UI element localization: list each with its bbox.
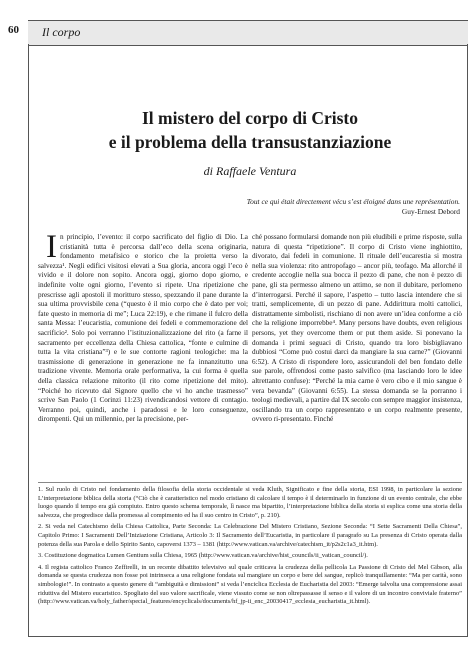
left-frame-rule — [28, 44, 29, 636]
page-number: 60 — [8, 24, 19, 36]
body-text-left: n principio, l’evento: il corpo sacrificato del figlio di Dio. La cristianità tutta è percorsa dall’eco della scena originaria, fondamento metafisico e storico che la proietta verso la salvezza¹. Negli edifici visitosi elevati a Sua gloria, ancora oggi l’eco è vivido e il dolore non sopito. Ancora oggi, giorno dopo giorno, e indefinite volte ogni giorno, l’evento si ripete. Una ripetizione che prescrisse agli apostoli il moritturo stesso, spezzando il pane durante la sua ultima provvisbile cena (“questo è il mio corpo che è dato per voi; fate questo in memoria di me”; Luca 22:19), e che rimane il fulcro della santa Messa: l’eucaristia, comunione dei fedeli e commemorazione del sacrificio². Solo poi verranno l’istituzionalizzazione del rito (a farne il sacramento per eccellenza della Chiesa cattolica, “fonte e culmine di tutta la vita cristiana”³) e le sue contorte ragioni teologiche: ma la trasmissione di generazione in generazione ne fa innanzitutto una tradizione vivente. Memoria orale performativa, la cui forma è quella della classica relazione mitorito (il rito come ripetizione del mito). “Poiché ho ricevuto dal Signore quello che vi ho anche trasmesso” scrive San Paolo (1 Corinzi 11:23) rivendicandosi vettore di contagio. Verranno poi, quindi, anche i paradossi e le loro conseguenze, dirompenti. Qui un millennio, per la precisione, per- — [38, 233, 248, 424]
footnote-4: 4. Il regista cattolico Franco Zeffirelli, in un recente dibattito televisivo sul quale criticava la crudezza della pellicola La Passione di Cristo del Mel Gibson, alla domanda se questa crudezza non fosse poi intrinseca a una religione fondata sul mangiare un corpo e bere del sangue, replicò tranquillamente: “Ma per carità, sono simbologie!”. In contrasto a questo genere di “ambiguità e dimissioni” si veda l’enciclica Ecclesia de Eucharistia del 2003: “Emerge talvolta una comprensione assai riduttiva del Mistero eucaristico. Spogliato del suo valore sacrificale, viene vissuto come se non oltrepassasse il senso e il valore di un incontro conviviale fraterno” (http://www.vatican.va/holy_father/special_features/encyclicals/documents/hf_jp-ii_enc_20030417_ecclesia_eucharistia_it.html). — [38, 563, 462, 606]
epigraph-source: Guy-Ernest Debord — [401, 207, 460, 216]
footnote-1: 1. Sul ruolo di Cristo nel fondamento della filosofia della storia occidentale si veda Kluth, Significato e fine della storia, ESI 1998, in particolare la sezione L’interpretazione biblica della storia (“Ciò che è caratteristico nel modo cristiano di calcolare il tempo è il determinarlo in funzione di un evento centrale, che ebbe luogo quando il tempo era già compiuto. Entro questo schema temporale, lì nasce ma bipartito, l’interpretazione biblica della storia si esplica come una storia della salvezza, che progredisce dalla promessa al compimento ed ha il suo centro in Cristo”, p. 210). — [38, 486, 462, 519]
body-column-left — [38, 233, 248, 479]
body-text-right: ché possano formularsi domande non più eludibili e prime risposte, sulla natura di questa “ripetizione”. Il corpo di Cristo viene inghiottito, divorato, dai fedeli in comunione. Il rituale dell’eucarestia si mostra nella sua violenza: rito antropofago – ancor più, teofago. Ma allorché il credente accoglie nella sua bocca il pezzo di pane, che non è pezzo di pane, gli sta permesso almeno un attimo, se non il dubitare, perlomeno d’interrogarsi. Perché il sapore, l’aspetto – tutto lascia intendere che si tratti, semplicemente, di un pezzo di pane. Addirittura molti cattolici, distrattamente simbolisti, rischiano di non avere un’idea conforme a ciò che la religione imporrebbe⁴. Many persons have doubts, even religious persons, yet they overcome them or put them aside. Si ponevano la domanda i primi seguaci di Cristo, quando tra loro bisbigliavano dubbiosi “Come può costui darci da mangiare la sua carne?” (Giovanni 6:52). A Cristo di rispondere loro, assicurandoli del ben fondato delle sue parole, offrendosi come pasto salvifico (ma lasciando loro le idee altrettanto confuse): “Perché la mia carne è vero cibo e il mio sangue è vera bevanda” (Giovanni 6:55). La stessa domanda se la porranno i teologi medievali, a partire dal IX secolo con sempre maggior insistenza, oscillando tra un corpo rappresentato e un corpo realmente presente, ovvero ri-presentato. Finché — [252, 233, 462, 424]
section-header-bar — [28, 20, 468, 46]
bottom-frame-rule — [28, 636, 468, 637]
body-column-right — [252, 233, 462, 479]
epigraph — [236, 197, 460, 217]
footnote-3: 3. Costituzione dogmatica Lumen Gentium sulla Chiesa, 1965 (http://www.vatican.va/archive/hist_councils/ii_vatican_council/). — [38, 552, 368, 560]
article-author: di Raffaele Ventura — [203, 164, 297, 178]
right-frame-rule — [467, 44, 468, 636]
drop-cap: I — [46, 233, 57, 265]
article-title-line-1: Il mistero del corpo di Cristo — [142, 108, 358, 128]
section-title: Il corpo — [42, 25, 81, 39]
epigraph-quote: Tout ce qui était directement vécu s’est éloigné dans une représentation. — [246, 197, 460, 206]
article-title-line-2: e il problema della transustanziazione — [108, 132, 392, 152]
footnotes — [38, 486, 462, 610]
footnote-2: 2. Si veda nel Catechismo della Chiesa Cattolica, Parte Seconda: La Celebrazione Del Mistero Cristiano, Sezione Seconda: “I Sette Sacramenti Della Chiesa”, Capitolo Primo: I Sacramenti Dell’Iniziazione Cristiana, Articolo 3: Il Sacramento dell’Eucaristia, in particolare il paragrafo su La presenza di Cristo operata dalla potenza della sua Parola e dello Spirito Santo, capoversi 1373 – 1381 (http://www.vatican.va/archive/catechism_it/p2s2c1a3_it.htm). — [38, 523, 462, 548]
footnotes-divider — [38, 482, 462, 483]
